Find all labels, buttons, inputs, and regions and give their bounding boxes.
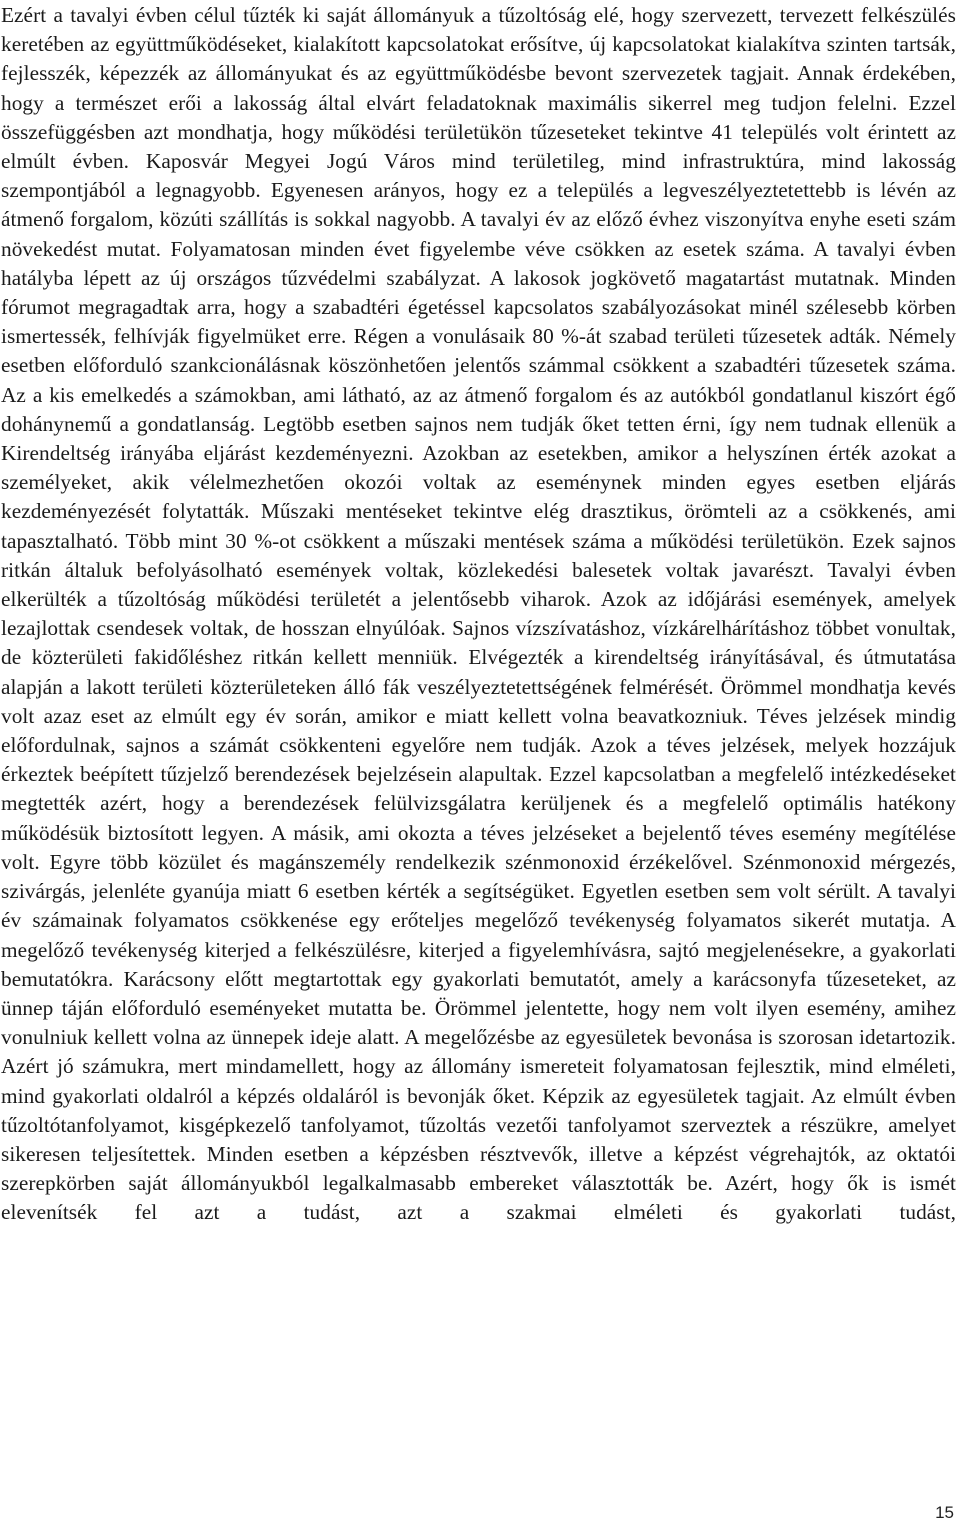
page-number: 15 — [935, 1503, 954, 1522]
body-paragraph: Ezért a tavalyi évben célul tűzték ki saját állományuk a tűzoltóság elé, hogy szervezett, tervezett felkészülés keretében az együttműködéseket, kialakított kapcsolatokat erősítve, új kapcsolatokat kialakítva szinten tartsák, fejlesszék, képezzék az állományukat és az együttműködésbe bevont szervezetek tagjait. Annak érdekében, hogy a természet erői a lakosság által elvárt feladatoknak maximális sikerrel meg tudjon felelni. Ezzel összefüggésben azt mondhatja, hogy működési területükön tűzeseteket tekintve 41 település volt érintett az elmúlt évben. Kaposvár Megyei Jogú Város mind területileg, mind infrastruktúra, mind lakosság szempontjából a legnagyobb. Egyenesen arányos, hogy ez a település a legveszélyeztetettebb is lévén az átmenő forgalom, közúti szállítás is sokkal nagyobb. A tavalyi év az előző évhez viszonyítva enyhe eseti szám növekedést mutat. Folyamatosan minden évet figyelembe véve csökken az esetek száma. A tavalyi évben hatályba lépett az új országos tűzvédelmi szabályzat. A lakosok jogkövető magatartást mutatnak. Minden fórumot megragadtak arra, hogy a szabadtéri égetéssel kapcsolatos szabályozásokat minél szélesebb körben ismertessék, felhívják figyelmüket erre. Régen a vonulásaik 80 %-át szabad területi tűzesetek adták. Némely esetben előforduló szankcionálásnak köszönhetően jelentős számmal csökkent a szabadtéri tűzesetek száma. Az a kis emelkedés a számokban, ami látható, az az átmenő forgalom és az autókból gondatlanul kiszórt égő dohánynemű a gondatlanság. Legtöbb esetben sajnos nem tudják őket tetten érni, így nem tudnak ellenük a Kirendeltség irányába eljárást kezdeményezni. Azokban az esetekben, amikor a helyszínen érték azokat a személyeket, akik vélelmezhetően okozói voltak az eseménynek minden egyes esetben eljárás kezdeményezését folytatták. Műszaki mentéseket tekintve elég drasztikus, örömteli az a csökkenés, ami tapasztalható. Több mint 30 %-ot csökkent a műszaki mentések száma a működési területükön. Ezek sajnos ritkán általuk befolyásolható események voltak, közlekedési balesetek voltak javarészt. Tavalyi évben elkerülték a tűzoltóság működési területét a jelentősebb viharok. Azok az időjárási események, amelyek lezajlottak csendesek voltak, de hosszan elnyúlóak. Sajnos vízszívatáshoz, vízkárelhárításhoz többet vonultak, de közterületi fakidőléshez ritkán kellett menniük. Elvégezték a kirendeltség irányításával, és útmutatása alapján a lakott területi közterületeken álló fák veszélyeztetettségének felmérését. Örömmel mondhatja kevés volt azaz eset az elmúlt egy év során, amikor e miatt kellett volna beavatkozniuk. Téves jelzések mindig előfordulnak, sajnos a számát csökkenteni egyelőre nem tudják. Azok a téves jelzések, melyek hozzájuk érkeztek beépített tűzjelző berendezések bejelzésein alapultak. Ezzel kapcsolatban a megfelelő intézkedéseket megtették azért, hogy a berendezések felülvizsgálatra kerüljenek és a megfelelő optimális hatékony működésük biztosított legyen. A másik, ami okozta a téves jelzéseket a bejelentő téves esemény megítélése volt. Egyre több közület és magánszemély rendelkezik szénmonoxid érzékelővel. Szénmonoxid mérgezés, szivárgás, jelenléte gyanúja miatt 6 esetben kérték a segítségüket. Egyetlen esetben sem volt sérült. A tavalyi év számainak folyamatos csökkenése egy erőteljes megelőző tevékenység folyamatos sikerét mutatja. A megelőző tevékenység kiterjed a felkészülésre, kiterjed a figyelemhívásra, sajtó megjelenésekre, a gyakorlati bemutatókra. Karácsony előtt megtartottak egy gyakorlati bemutatót, amely a karácsonyfa tűzeseteket, az ünnep táján előforduló eseményeket mutatta be. Örömmel jelentette, hogy nem volt ilyen esemény, amihez vonulniuk kellett volna az ünnepek ideje alatt. A megelőzésbe az egyesületek bevonása is szorosan idetartozik. Azért jó számukra, mert mindamellett, hogy az állomány ismereteit folyamatosan fejlesztik, mind elméleti, mind gyakorlati oldalról a képzés oldaláról is bevonják őket. Képzik az egyesületek tagjait. Az elmúlt évben tűzoltótanfolyamot, kisgépkezelő tanfolyamot, tűzoltás vezetői tanfolyamot szerveztek a részükre, amelyet sikeresen teljesítettek. Minden esetben a képzésben résztvevők, illetve a képzést végrehajtók, az oktatói szerepkörben saját állományukból legalkalmasabb embereket választották be. Azért, hogy ők is ismét elevenítsék fel azt a tudást, azt a szakmai elméleti és gyakorlati tudást, — [1, 3, 956, 1225]
